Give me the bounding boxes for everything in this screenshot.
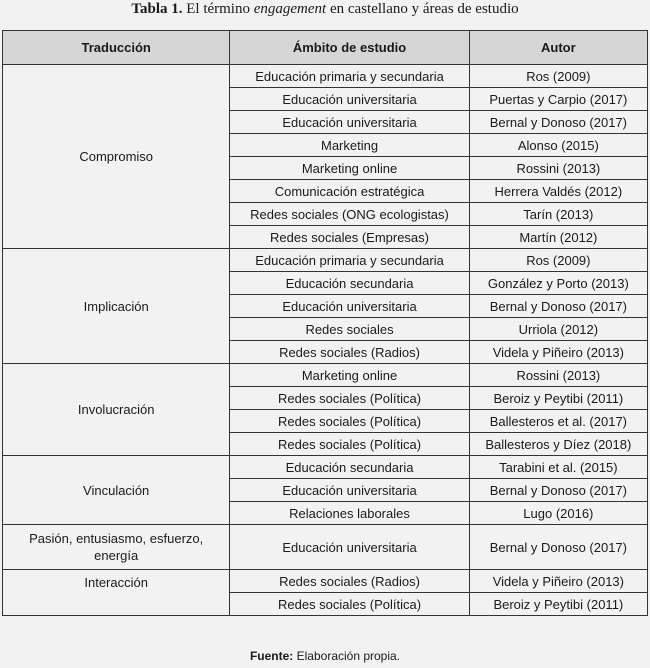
cell-ambito: Comunicación estratégica xyxy=(230,180,469,203)
cell-traduccion: Interacción xyxy=(3,570,230,616)
cell-traduccion: Compromiso xyxy=(3,65,230,249)
cell-autor: Videla y Piñeiro (2013) xyxy=(469,570,647,593)
cell-autor: Beroiz y Peytibi (2011) xyxy=(469,387,647,410)
cell-ambito: Marketing online xyxy=(230,157,469,180)
header-ambito: Ámbito de estudio xyxy=(230,31,469,65)
cell-autor: González y Porto (2013) xyxy=(469,272,647,295)
caption-emphasis: engagement xyxy=(253,1,327,17)
cell-traduccion: Vinculación xyxy=(3,456,230,525)
cell-autor: Bernal y Donoso (2017) xyxy=(469,295,647,318)
table-row xyxy=(3,570,648,593)
cell-ambito: Redes sociales xyxy=(230,318,469,341)
cell-ambito: Redes sociales (Radios) xyxy=(230,341,469,364)
cell-autor: Bernal y Donoso (2017) xyxy=(469,525,647,570)
cell-ambito: Educación primaria y secundaria xyxy=(230,65,469,88)
cell-autor: Tarabini et al. (2015) xyxy=(469,456,647,479)
cell-ambito: Marketing online xyxy=(230,364,469,387)
cell-autor: Puertas y Carpio (2017) xyxy=(469,88,647,111)
cell-ambito: Educación primaria y secundaria xyxy=(230,249,469,272)
table-row xyxy=(3,65,648,88)
cell-ambito: Educación universitaria xyxy=(230,295,469,318)
cell-traduccion: Involucración xyxy=(3,364,230,456)
cell-ambito: Redes sociales (Política) xyxy=(230,410,469,433)
cell-ambito: Redes sociales (Empresas) xyxy=(230,226,469,249)
cell-ambito: Educación universitaria xyxy=(230,88,469,111)
cell-autor: Urriola (2012) xyxy=(469,318,647,341)
cell-ambito: Educación universitaria xyxy=(230,479,469,502)
cell-autor: Tarín (2013) xyxy=(469,203,647,226)
cell-autor: Bernal y Donoso (2017) xyxy=(469,111,647,134)
cell-ambito: Redes sociales (Política) xyxy=(230,433,469,456)
cell-autor: Bernal y Donoso (2017) xyxy=(469,479,647,502)
cell-autor: Ballesteros et al. (2017) xyxy=(469,410,647,433)
caption-label: Tabla 1. xyxy=(131,1,183,17)
caption-text-pre: El término xyxy=(182,1,254,17)
engagement-table xyxy=(2,30,648,616)
header-autor: Autor xyxy=(469,31,647,65)
table-row xyxy=(3,525,648,570)
cell-autor: Herrera Valdés (2012) xyxy=(469,180,647,203)
cell-traduccion: Implicación xyxy=(3,249,230,364)
cell-traduccion: Pasión, entusiasmo, esfuerzo, energía xyxy=(3,525,230,570)
cell-ambito: Educación universitaria xyxy=(230,525,469,570)
cell-autor: Lugo (2016) xyxy=(469,502,647,525)
cell-autor: Martín (2012) xyxy=(469,226,647,249)
cell-ambito: Relaciones laborales xyxy=(230,502,469,525)
cell-ambito: Redes sociales (Radios) xyxy=(230,570,469,593)
cell-ambito: Redes sociales (Política) xyxy=(230,387,469,410)
source-note xyxy=(0,648,650,664)
table-row xyxy=(3,456,648,479)
cell-autor: Rossini (2013) xyxy=(469,157,647,180)
header-traduccion: Traducción xyxy=(3,31,230,65)
cell-autor: Ros (2009) xyxy=(469,249,647,272)
caption-text-post: en castellano y áreas de estudio xyxy=(326,1,519,17)
source-label: Fuente: xyxy=(249,649,294,663)
table-row xyxy=(3,249,648,272)
header-row xyxy=(3,31,648,65)
cell-ambito: Redes sociales (ONG ecologistas) xyxy=(230,203,469,226)
table-body xyxy=(3,65,648,616)
cell-ambito: Educación universitaria xyxy=(230,111,469,134)
cell-ambito: Redes sociales (Política) xyxy=(230,593,469,616)
table-caption xyxy=(0,0,650,18)
cell-ambito: Educación secundaria xyxy=(230,456,469,479)
cell-autor: Ballesteros y Díez (2018) xyxy=(469,433,647,456)
source-text: Elaboración propia. xyxy=(293,649,401,663)
cell-ambito: Marketing xyxy=(230,134,469,157)
cell-autor: Beroiz y Peytibi (2011) xyxy=(469,593,647,616)
cell-autor: Ros (2009) xyxy=(469,65,647,88)
cell-ambito: Educación secundaria xyxy=(230,272,469,295)
cell-autor: Rossini (2013) xyxy=(469,364,647,387)
cell-autor: Videla y Piñeiro (2013) xyxy=(469,341,647,364)
cell-autor: Alonso (2015) xyxy=(469,134,647,157)
table-row xyxy=(3,364,648,387)
